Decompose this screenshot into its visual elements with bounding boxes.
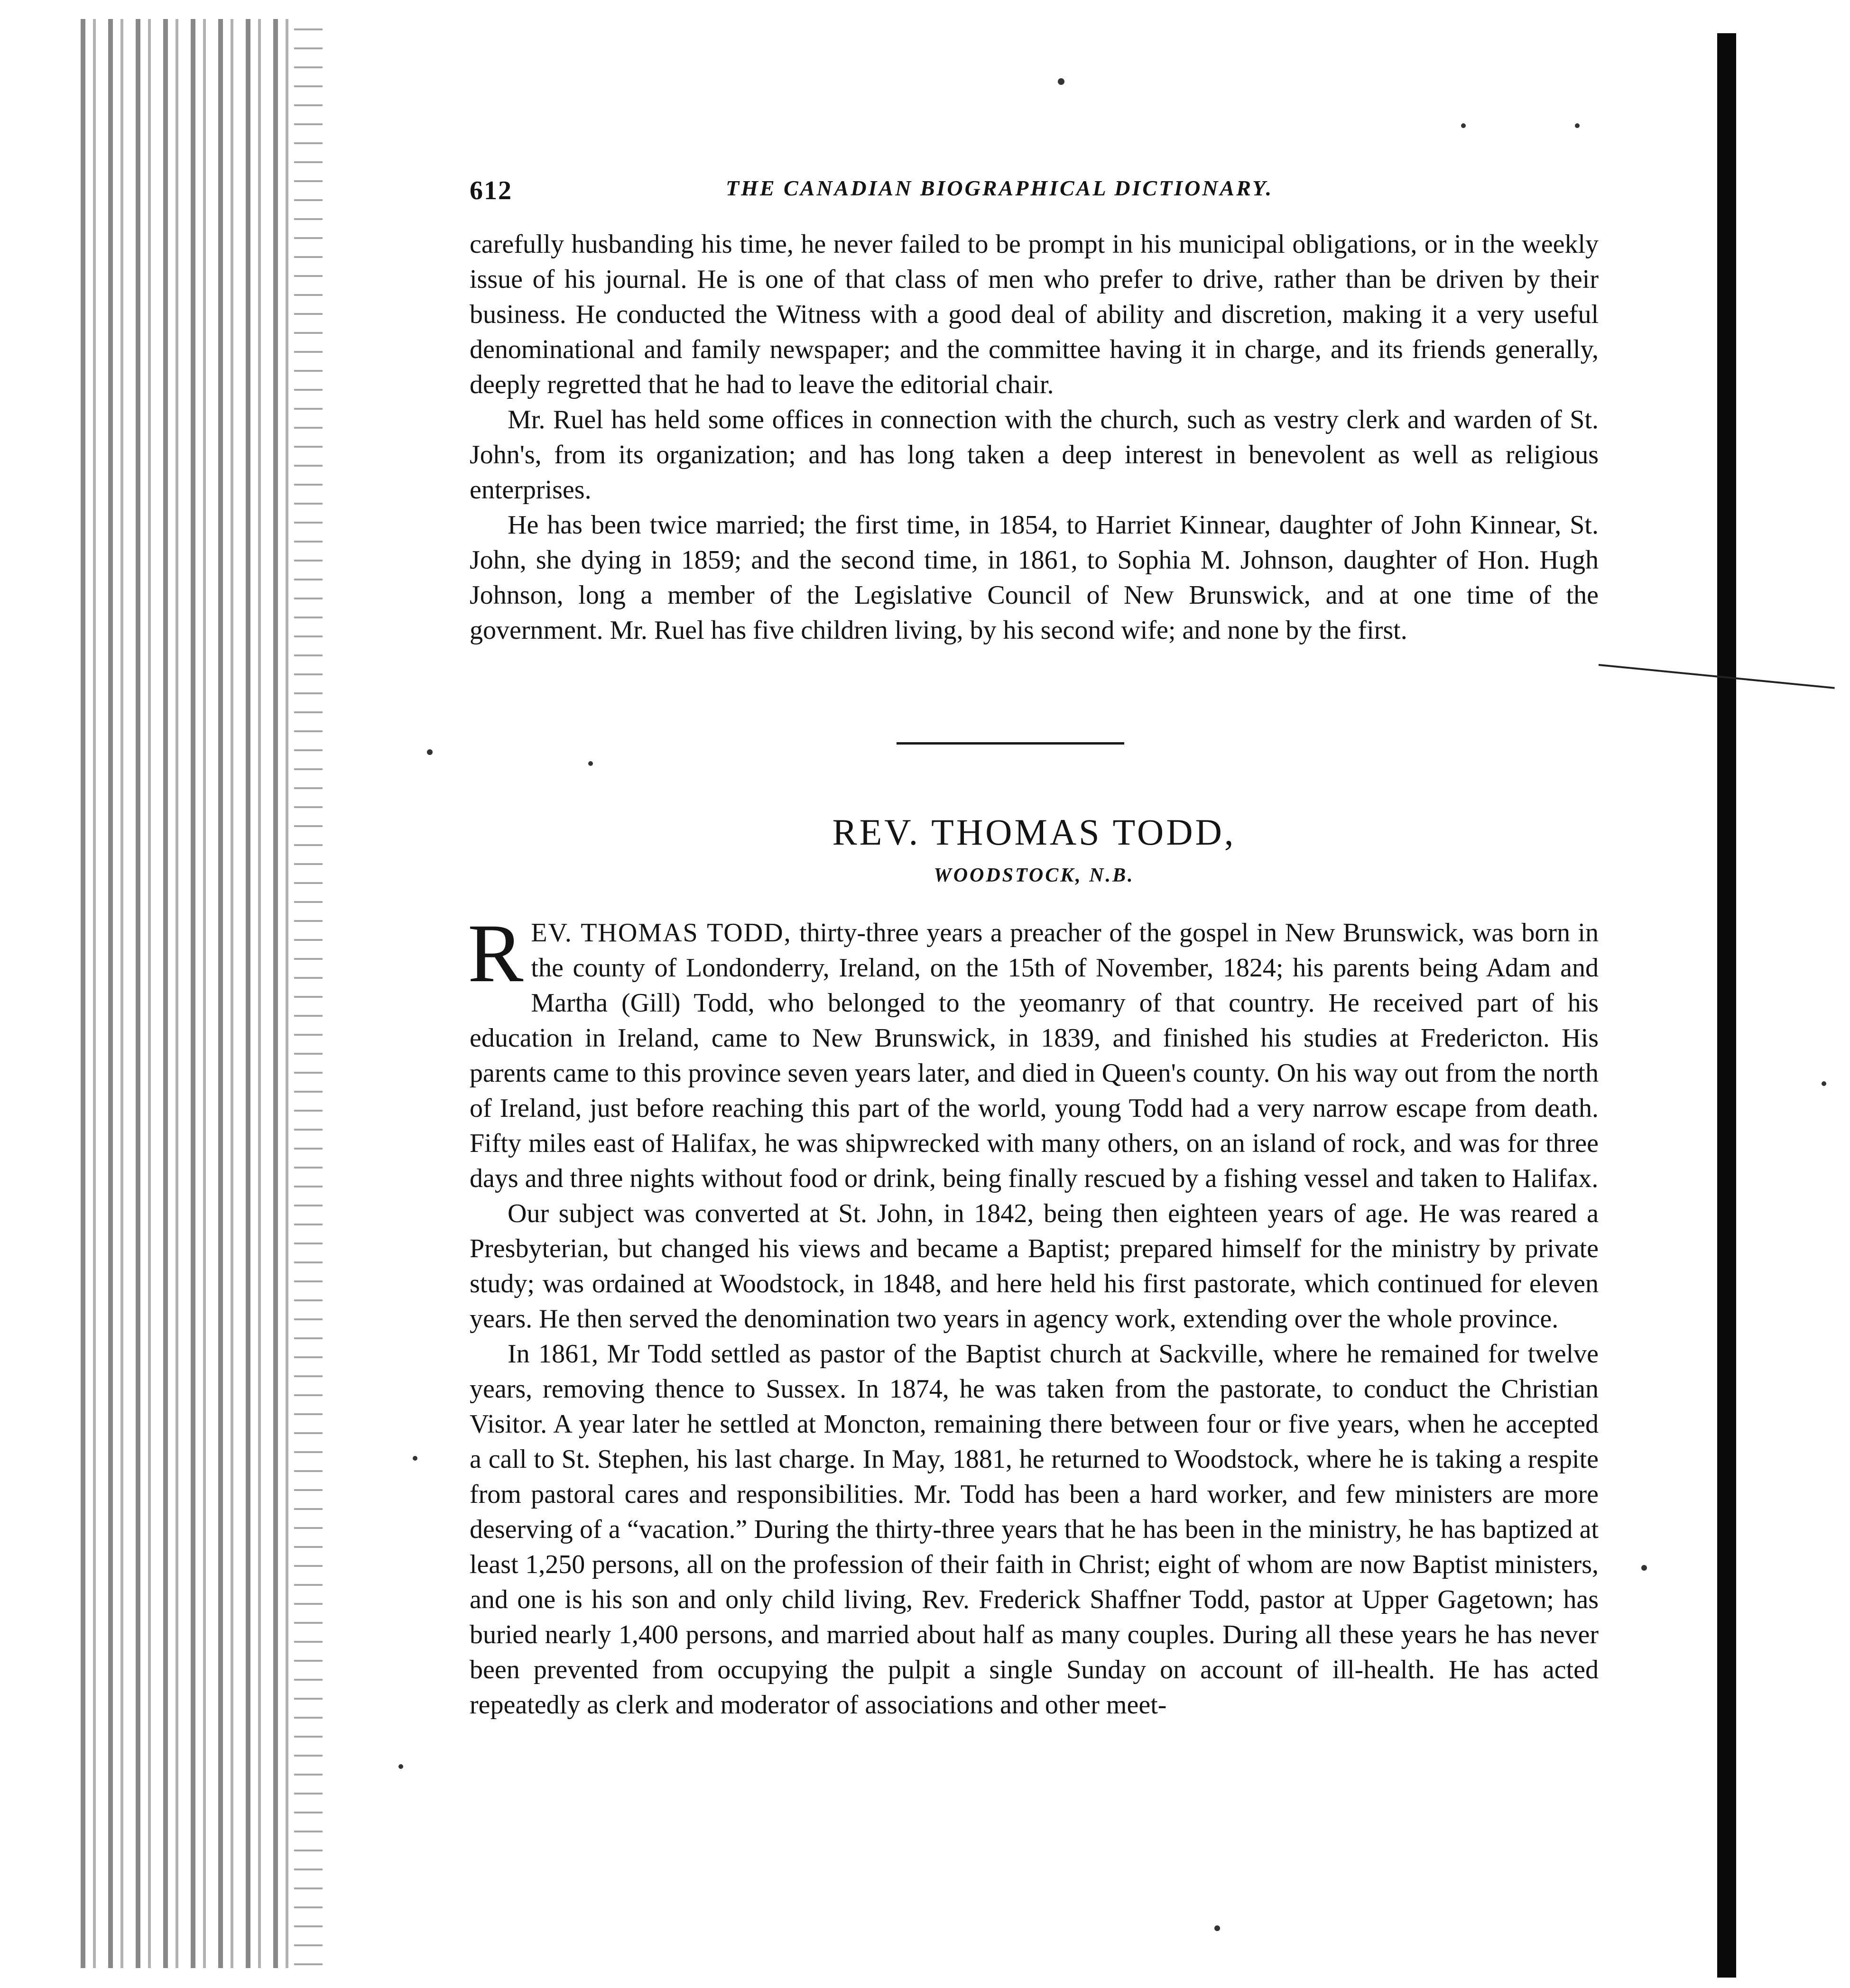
previous-entry-text <box>470 227 1599 648</box>
page-number: 612 <box>470 176 512 205</box>
paragraph: He has been twice married; the first time, in 1854, to Harriet Kinnear, daughter of John Kinnear, St. John, she dying in 1859; and the second time, in 1861, to Sophia M. Johnson, daughter of Hon. Hugh Johnson, long a member of the Legislative Council of New Brunswick, and at one time of the government. Mr. Ruel has five children living, by his second wife; and none by the first. <box>470 510 1599 645</box>
running-title: THE CANADIAN BIOGRAPHICAL DICTIONARY. <box>726 176 1274 200</box>
running-head <box>470 171 1599 213</box>
scan-edge-shadow <box>81 19 289 1968</box>
book-page <box>470 0 1599 1988</box>
scan-edge-noise <box>294 28 323 1973</box>
opening-paragraph <box>468 907 1599 1196</box>
paragraph: carefully husbanding his time, he never failed to be prompt in his municipal obligations, or in the weekly issue of his journal. He is one of that class of men who prefer to drive, rather than be driven by their business. He conducted the Witness with a good deal of ability and discretion, making it a very useful denominational and family newspaper; and the committee having it in charge, and its friends generally, deeply regretted that he had to leave the editorial chair. <box>470 230 1599 399</box>
paragraph: In 1861, Mr Todd settled as pastor of the Baptist church at Sackville, where he remained for twelve years, removing thence to Sussex. In 1874, he was taken from the pastorate, to conduct the Christian Visitor. A year later he settled at Moncton, remaining there between four or five years, when he accepted a call to St. Stephen, his last charge. In May, 1881, he returned to Woodstock, where he is taking a respite from pastoral cares and responsibilities. Mr. Todd has been a hard worker, and few ministers are more deserving of a “vacation.” During the thirty-three years that he has been in the ministry, he has baptized at least 1,250 persons, all on the profession of their faith in Christ; eight of whom are now Baptist ministers, and one is his son and only child living, Rev. Frederick Shaffner Todd, pastor at Upper Gagetown; has buried nearly 1,400 persons, and married about half as many couples. During all these years he has never been prevented from occupying the pulpit a single Sunday on account of ill-health. He has acted repeatedly as clerk and moderator of associations and other meet- <box>470 1339 1599 1720</box>
margin-scratch-line <box>1599 664 1835 689</box>
paragraph: Mr. Ruel has held some offices in connection with the church, such as vestry clerk and warden of St. John's, from its organization; and has long taken a deep interest in benevolent as well as religious enterprises. <box>470 405 1599 505</box>
entry-title: REV. THOMAS TODD, <box>832 811 1236 853</box>
scan-right-border <box>1717 33 1736 1978</box>
paragraph-body: thirty-three years a preacher of the gospel in New Brunswick, was born in the county of Londonderry, Ireland, on the 15th of November, 1824; his parents being Adam and Martha (Gill) Todd, who belonged to the yeomanry of that country. He received part of his education in Ireland, came to New Brunswick, in 1839, and finished his studies at Fredericton. His parents came to this province seven years later, and died in Queen's county. On his way out from the north of Ireland, just before reaching this part of the world, young Todd had a very narrow escape from death. Fifty miles east of Halifax, he was shipwrecked with many others, on an island of rock, and was for three days and three nights without food or drink, being finally rescued by a fishing vessel and taken to Halifax. <box>470 918 1599 1193</box>
section-divider <box>897 742 1124 745</box>
entry-text <box>468 907 1599 1722</box>
opening-caps: EV. THOMAS TODD, <box>531 918 792 948</box>
paragraph: Our subject was converted at St. John, in 1842, being then eighteen years of age. He was reared a Presbyterian, but changed his views and became a Baptist; prepared himself for the ministry by private study; was ordained at Woodstock, in 1848, and here held his first pastorate, which continued for eleven years. He then served the denomination two years in agency work, extending over the whole province. <box>470 1199 1599 1334</box>
drop-cap: R <box>468 907 524 1000</box>
entry-place: WOODSTOCK, N.B. <box>934 865 1135 886</box>
